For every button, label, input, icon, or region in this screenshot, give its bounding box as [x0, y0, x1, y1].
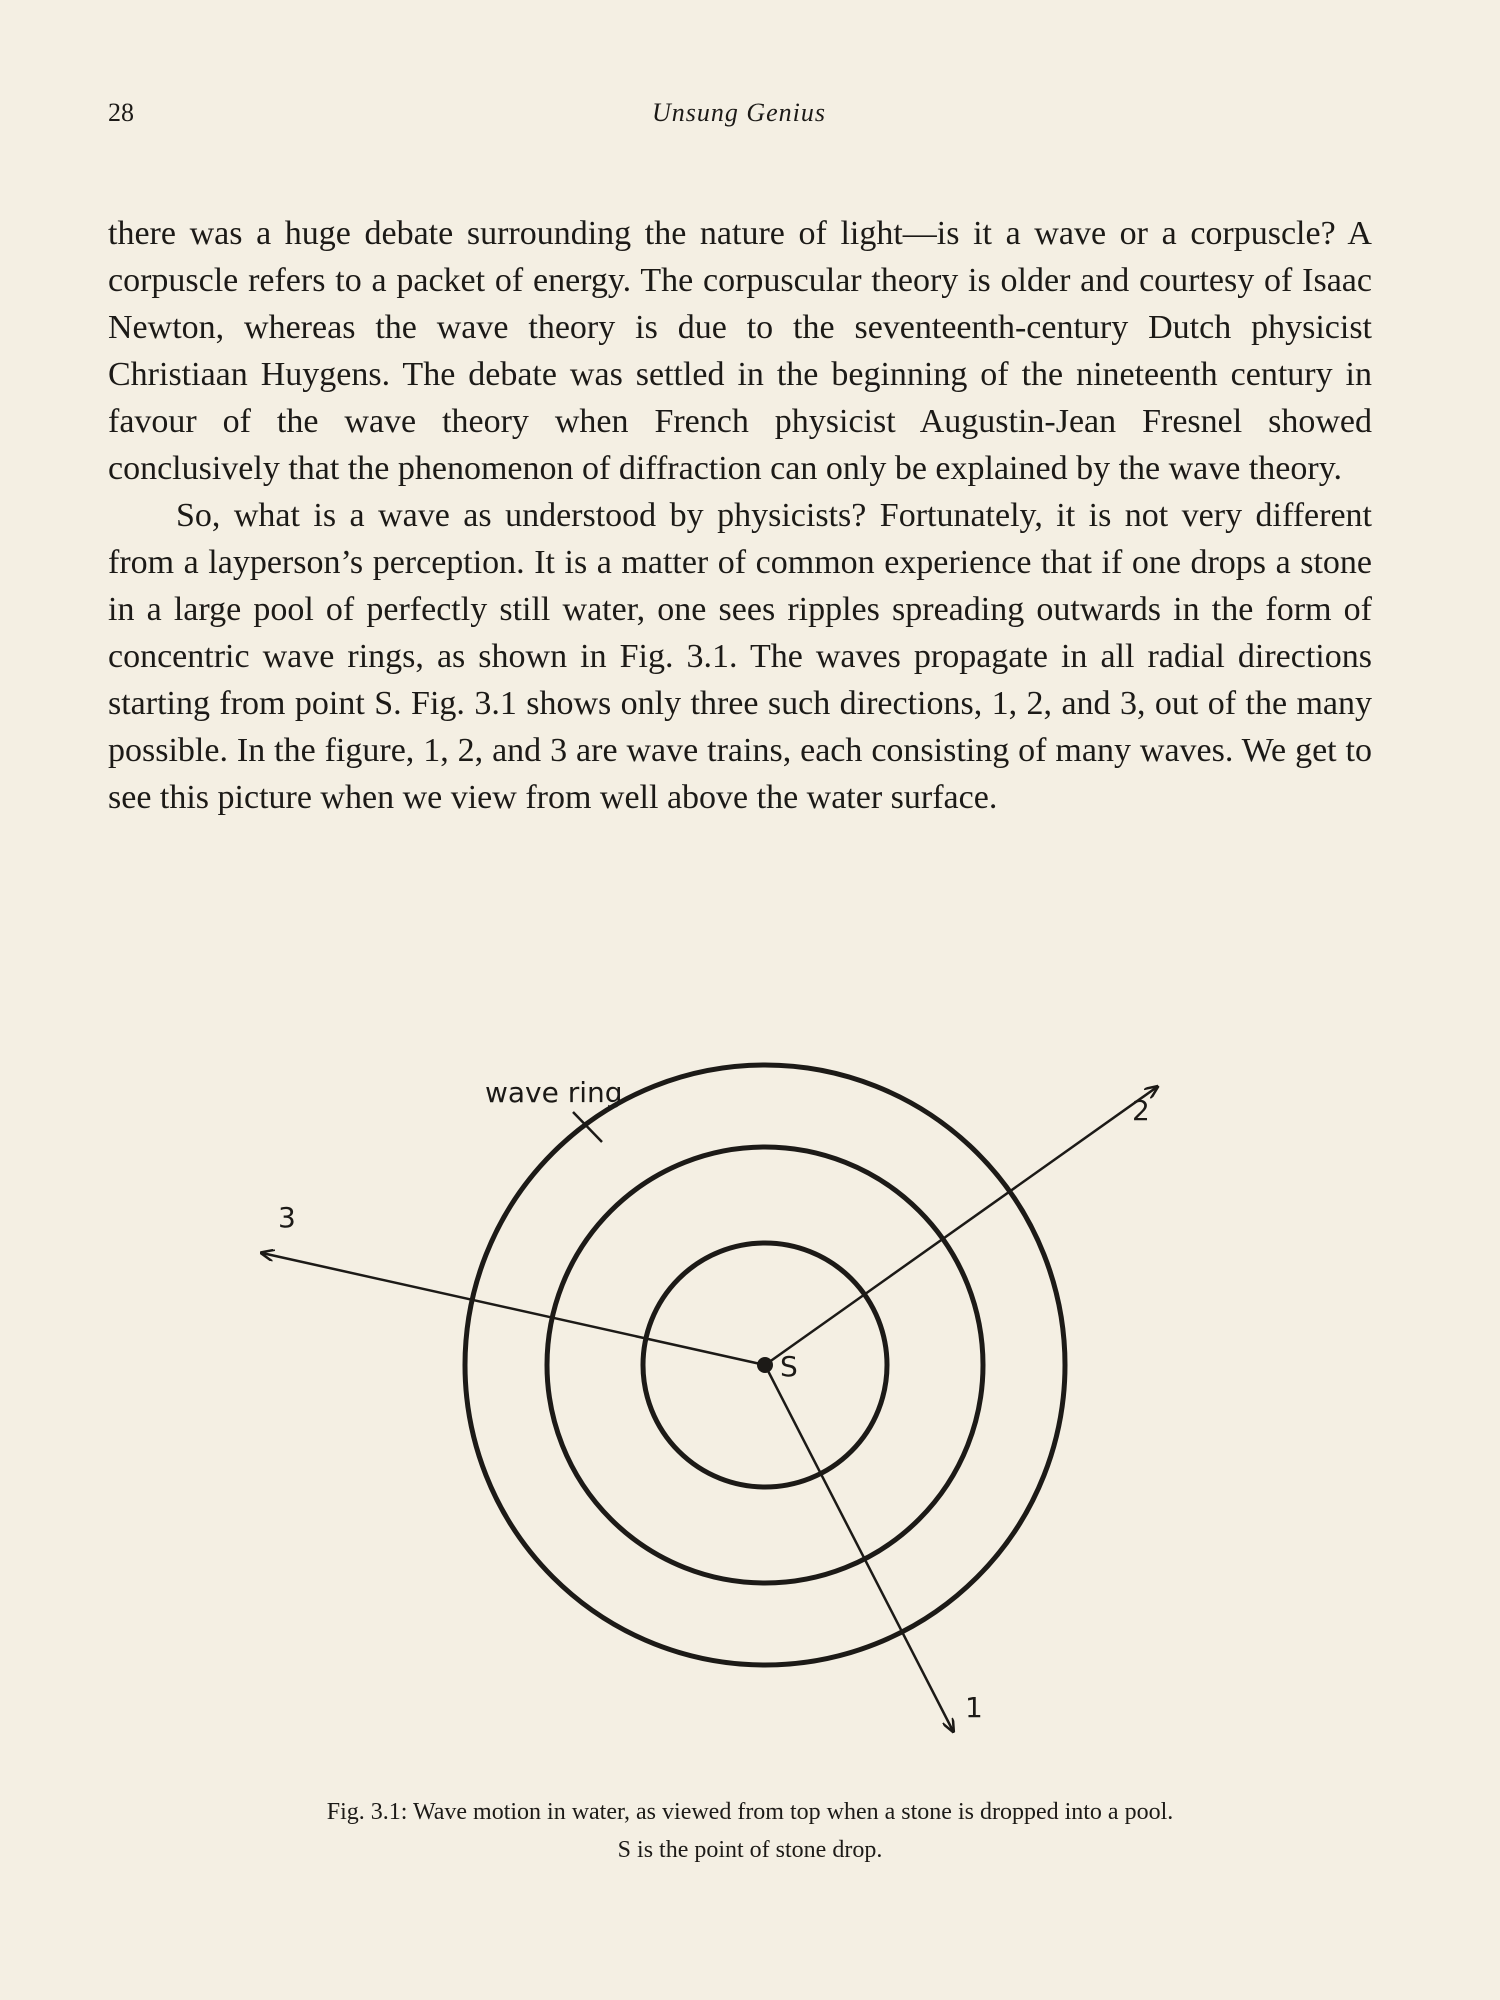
running-title: Unsung Genius [651, 98, 827, 127]
figure-wave-rings [200, 1060, 1300, 1760]
figure-caption [100, 1793, 1400, 1869]
caption-line-2: S is the point of stone drop. [617, 1837, 883, 1863]
page-number: 28 [108, 98, 134, 127]
paragraph-2: So, what is a wave as understood by physicists? Fortunately, it is not very different from a layperson’s perception. It is a matter of common experience that if one drops a stone in a large pool of perfectly still water, one sees ripples spreading outwards in the form of concentric wave rings, as shown in Fig. 3.1. The waves propagate in all radial directions starting from point S. Fig. 3.1 shows only three such directions, 1, 2, and 3, out of the many possible. In the figure, 1, 2, and 3 are wave trains, each consisting of many waves. We get to see this picture when we view from well above the water surface. [108, 497, 1372, 816]
direction-label-1: 1 [965, 1691, 983, 1724]
direction-label-3: 3 [278, 1201, 296, 1234]
paragraph-1: there was a huge debate surrounding the nature of light—is it a wave or a corpuscle? A corpuscle refers to a packet of energy. The corpuscular theory is older and courtesy of Isaac Newton, whereas the wave theory is due to the seventeenth-century Dutch physicist Christiaan Huygens. The debate was settled in the beginning of the nineteenth century in favour of the wave theory when French physicist Augustin-Jean Fresnel showed conclusively that the phenomenon of diffraction can only be explained by the wave theory. [108, 215, 1372, 487]
wave-ring-label: wave ring [485, 1076, 623, 1109]
body-text [108, 210, 1372, 821]
wave-rings-diagram [200, 1060, 1300, 1760]
direction-arrow-1 [765, 1365, 953, 1731]
direction-label-2: 2 [1132, 1094, 1150, 1127]
direction-arrow-2 [765, 1087, 1157, 1365]
page-header [108, 98, 1370, 138]
source-point [757, 1357, 773, 1373]
source-label: S [780, 1350, 798, 1383]
caption-line-1: Fig. 3.1: Wave motion in water, as viewed from top when a stone is dropped into a pool. [326, 1799, 1174, 1825]
